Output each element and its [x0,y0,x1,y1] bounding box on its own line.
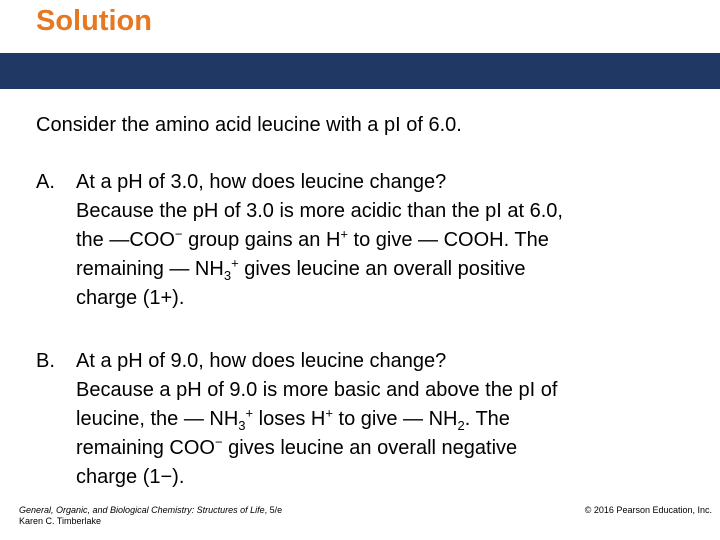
part-b-line-2: leucine, the — $NH_3^+$ loses H+ to give — $NH_2$. The [76,405,510,433]
title-bar [0,53,720,89]
intro-text: Consider the amino acid leucine with a pI of 6.0. [36,114,462,136]
part-b-line-3: remaining COO− gives leucine an overall negative [76,434,518,459]
part-a-letter: A. [36,171,55,193]
part-a-line-2: the —COO− group gains an H+ to give — COOH. The [76,226,549,251]
part-a-line-3: remaining — $NH_3^+$ gives leucine an overall positive [76,255,526,283]
part-b-line-1: Because a pH of 9.0 is more basic and above the pI of [76,379,558,401]
book-author: Karen C. Timberlake [19,516,102,526]
part-a-question: At a pH of 3.0, how does leucine change? [76,171,447,193]
part-b-line-4: charge (1−). [76,466,185,488]
slide-title: Solution [36,5,152,37]
part-a [36,168,696,313]
book-edition: , 5/e [264,505,283,515]
part-a-line-4: charge (1+). [76,287,185,309]
book-title: General, Organic, and Biological Chemistry: Structures of Life [19,505,265,515]
part-b-letter: B. [36,350,55,372]
part-a-line-1: Because the pH of 3.0 is more acidic than the pI at 6.0, [76,200,563,222]
copyright-notice: © 2016 Pearson Education, Inc. [584,505,712,515]
part-b-question: At a pH of 9.0, how does leucine change? [76,350,447,372]
part-b [36,347,696,492]
footer-citation [19,505,282,527]
